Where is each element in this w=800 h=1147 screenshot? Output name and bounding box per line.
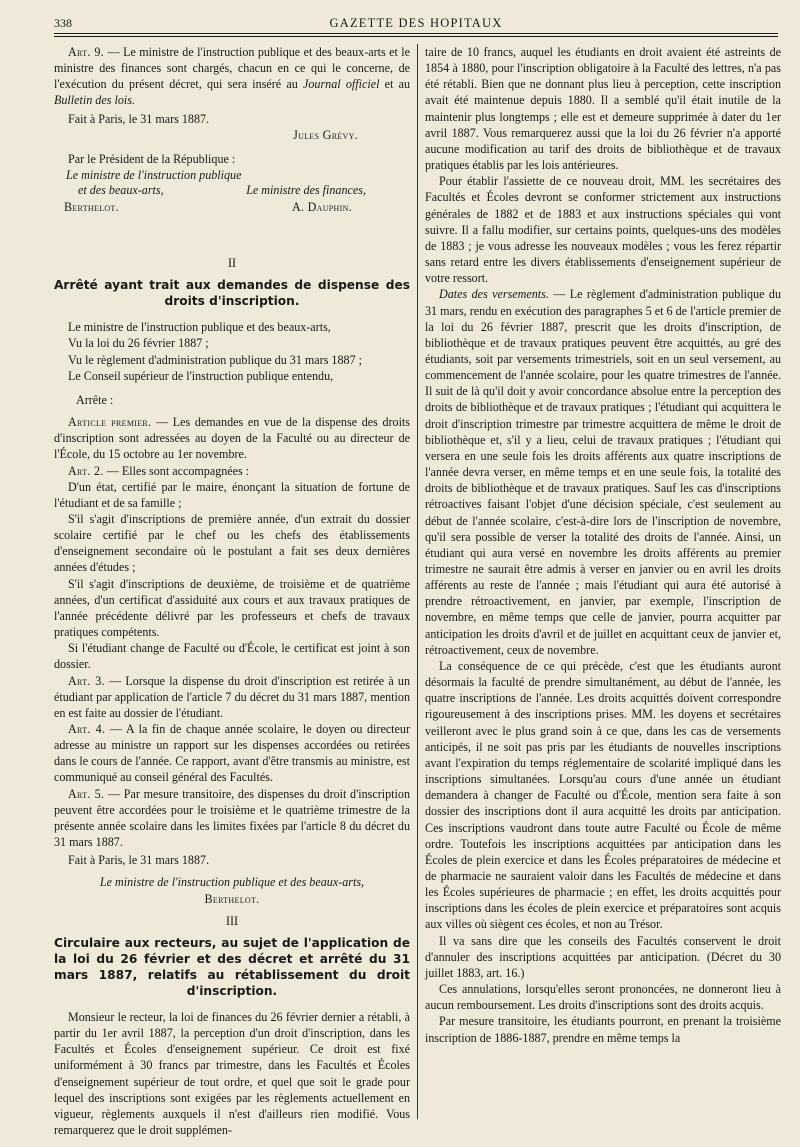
circular-paragraph: Monsieur le recteur, la loi de finances du 26 février dernier a rétabli, à partir du 1er avril 1887, la perception d'un droit d'inscription, dans les Facultés et Écoles d'enseignement supérieur. Ce droit est fixé uniformément à 30 francs par trimestre, dans les Facultés et Écoles d'enseignement supérieur de tout ordre, et quel que soit le grade pour lequel des inscriptions sont exigées par les règlements actuellement en vigueur, règlements auxquels il n'est d'ailleurs rien modifié. Vous remarquerez que le droit supplémen- (54, 1009, 410, 1137)
date-line: Fait à Paris, le 31 mars 1887. (68, 111, 210, 126)
article-2-paragraph: Si l'étudiant change de Faculté ou d'École, le certificat est joint à son dossier. (54, 641, 410, 672)
intro-line: Le ministre de l'instruction publique et des beaux-arts, (68, 320, 331, 335)
circular-paragraph: Pour établir l'assiette de ce nouveau droit, MM. les secrétaires des Facultés et Écoles devront se conformer strictement aux instructions générales de 1882 et de 1883 et aux instructions spéciales qui vont suivre. Il a fallu modifier, sur certains points, quelques-uns des modèles de 1883 ; je vous adresse les nouveaux modèles ; vous les ferez répartir sans retard entre les divers établissements d'enseignement supérieur de votre ressort. (425, 174, 781, 286)
circular-paragraph: La conséquence de ce qui précède, c'est que les étudiants auront désormais la faculté de prendre simultanément, au début de l'année, les quatre inscriptions de l'année. Les droits acquittés doivent correspondre rigoureusement à des inscriptions prises. MM. les doyens et secrétaires veilleront avec le plus grand soin à ce que, dans les cas de versements anticipés, il ne soit pas pris par les étudiants de nouvelles inscriptions avant l'expiration du temps réglementaire de scolarité impliqué dans les inscriptions simultanées. Lorsqu'au cours d'une année un étudiant demandera à changer de Faculté ou d'École, mention sera faite à son dossier des inscriptions dont il aura acquitté les droits par anticipation. Ces inscriptions vaudront dans toute autre Faculté ou École de même ordre. Toutefois les inscriptions acquittées par anticipation dans les Écoles de plein exercice et dans les Écoles préparatoires de médecine et de pharmacie ne sauraient valoir dans les Facultés de médecine et dans les Écoles supérieures de pharmacie ; en effet, les droits acquittés pour inscriptions dans les écoles de plein exercice et préparatoires sont acquis aux villes où siègent ces écoles, et non au Trésor. (425, 658, 781, 932)
section-number-iii: III (225, 913, 239, 928)
section-title-iii: Circulaire aux recteurs, au sujet de l'application de la loi du 26 février et des décret et arrêté du 31 mars 1887, relatifs au rétablissement du droit d'inscription. (54, 935, 410, 998)
article-2-paragraph: S'il s'agit d'inscriptions de première année, d'un extrait du dossier scolaire certifié par le chef ou les chefs des établissements d'enseignement secondaire où le postulant a fait ses deux dernières années d'études ; (54, 511, 410, 575)
article-4: Art. 4. — A la fin de chaque année scolaire, le doyen ou directeur adresse au ministre un rapport sur les dispenses accordées ou retirées dans le cours de l'année. Ce rapport, avant d'être transmis au ministre, est communiqué au conseil général des Facultés. (54, 722, 410, 785)
circular-paragraph: Dates des versements. — Le règlement d'administration publique du 31 mars, rendu en exécution des paragraphes 5 et 6 de l'article premier de la loi du 26 février 1887, prescrit que les droits d'inscription, de bibliothèque et de travaux pratiques peuvent être acquittés, au gré des étudiants, soit par versements trimestriels, soit en un seul versement, au commencement de l'année scolaire, pour les quatre trimestres de l'année. Il suit de là qu'il doit y avoir concordance absolue entre la perception des droits de bibliothèque et de travaux pratiques ; l'étudiant qui acquittera le droit d'inscription trimestre par trimestre acquittera de même le droit de bibliothèque et, s'il y a lieu, celui de travaux pratiques ; l'étudiant qui versera en une seule fois les droits afférents aux quatre inscriptions de l'année devra verser, en même temps et en une seule fois, la totalité des droits de bibliothèque et de travaux pratiques. Sauf les cas d'inscriptions rétroactives faisant l'objet d'une décision spéciale, c'est seulement au début de l'année scolaire, c'est-à-dire lors de l'inscription de novembre, qu'il sera possible de verser la totalité des droits de l'année. Ainsi, un étudiant qui aura versé en novembre les droits afférents au premier trimestre ne saurait être admis à verser en janvier ou en avril les droits afférents au reste de l'année ; mais l'étudiant qui aura été autorisé à prendre rétroactivement, en janvier, par exemple, l'inscription de novembre, en même temps que celle de janvier, pourra acquitter par anticipation les droits d'avril et de juillet en acquittant ceux de janvier et, rétroactivement, ceux de novembre. (425, 287, 781, 657)
section-number-ii: II (227, 256, 237, 271)
arrete-label: Arrête : (76, 392, 114, 407)
minister-finance-name: A. Dauphin. (291, 200, 352, 215)
signature-name: Berthelot. (204, 891, 260, 906)
article-9: Art. 9. — Le ministre de l'instruction publique et des beaux-arts et le ministre des finances sont chargés, chacun en ce qui le concerne, de l'exécution du présent décret, qui sera inséré au Journal officiel et au Bulletin des lois. (54, 45, 410, 108)
intro-line: Vu la loi du 26 février 1887 ; (68, 336, 209, 351)
intro-line: Le Conseil supérieur de l'instruction publique entendu, (68, 368, 334, 383)
minister-instruction-title: Le ministre de l'instruction publique (66, 168, 242, 183)
par-president: Par le Président de la République : (68, 151, 236, 166)
circular-paragraph: Il va sans dire que les conseils des Facultés conservent le droit d'annuler des inscriptions acquittées par anticipation. (Décret du 30 juillet 1883, art. 16.) (425, 933, 781, 980)
article-2-paragraph: S'il s'agit d'inscriptions de deuxième, de troisième et de quatrième années, d'un certificat d'assiduité aux cours et aux travaux pratiques de l'année précédente délivré par les professeurs et chefs de travaux pratiques compétents. (54, 576, 410, 640)
article-2: Art. 2. — Elles sont accompagnées : (68, 463, 250, 478)
right-column (425, 44, 781, 1046)
article-1: Article premier. — Les demandes en vue de la dispense des droits d'inscription sont adressées au doyen de la Faculté ou au directeur de l'École, du 15 octobre au 1er novembre. (54, 415, 410, 462)
left-column (54, 44, 410, 1138)
signature-grevy: Jules Grévy. (293, 127, 358, 142)
section-title-ii: Arrêté ayant trait aux demandes de dispense des droits d'inscription. (54, 278, 410, 309)
date-line: Fait à Paris, le 31 mars 1887. (68, 853, 210, 868)
countersignatures (54, 167, 410, 249)
intro-line: Vu le règlement d'administration publique du 31 mars 1887 ; (68, 352, 362, 367)
minister-instruction-name: Berthelot. (64, 200, 119, 215)
article-3: Art. 3. — Lorsque la dispense du droit d'inscription est retirée à un étudiant par application de l'article 7 du décret du 31 mars 1887, mention en est faite au dossier de l'étudiant. (54, 673, 410, 720)
running-head (54, 12, 778, 34)
article-5: Art. 5. — Par mesure transitoire, des dispenses du droit d'inscription peuvent être accordées pour le troisième et le quatrième trimestre de la présente année scolaire dans les limites fixées par l'article 8 du décret du 31 mars 1887. (54, 786, 410, 850)
header-rule (54, 36, 778, 37)
circular-paragraph: Par mesure transitoire, les étudiants pourront, en prenant la troisième inscription de 1886-1887, prendre en même temps la (425, 1014, 781, 1045)
minister-instruction-title-2: et des beaux-arts, (78, 183, 164, 198)
article-2-paragraph: D'un état, certifié par le maire, énonçant la situation de fortune de l'étudiant et de sa famille ; (54, 479, 410, 510)
minister-finance-title: Le ministre des finances, (246, 183, 366, 198)
circular-paragraph: taire de 10 francs, auquel les étudiants en droit avaient été astreints de 1854 à 1880, pour l'inscription obligatoire à la Faculté des lettres, n'a pas été rétabli. Bien que ne donnant plus lieu à perception, cette inscription avait été maintenue depuis 1880. Il a semblé qu'il était inutile de la maintenir plus longtemps ; elle est et demeure supprimée à dater du 1er avril 1887. Vous remarquerez aussi que la loi du 26 février n'a apporté aucune modification au tarif des droits de bibliothèque et de travaux pratiques établis par les lois antérieures. (425, 45, 781, 173)
journal-title: GAZETTE DES HOPITAUX (329, 16, 503, 30)
page-number: 338 (54, 16, 72, 30)
signature-title: Le ministre de l'instruction publique et des beaux-arts, (99, 875, 365, 890)
circular-paragraph: Ces annulations, lorsqu'elles seront prononcées, ne donneront lieu à aucun remboursement. Les droits d'inscriptions sont des droits acquis. (425, 982, 781, 1013)
column-divider (417, 44, 418, 1119)
header-rule (54, 33, 778, 34)
